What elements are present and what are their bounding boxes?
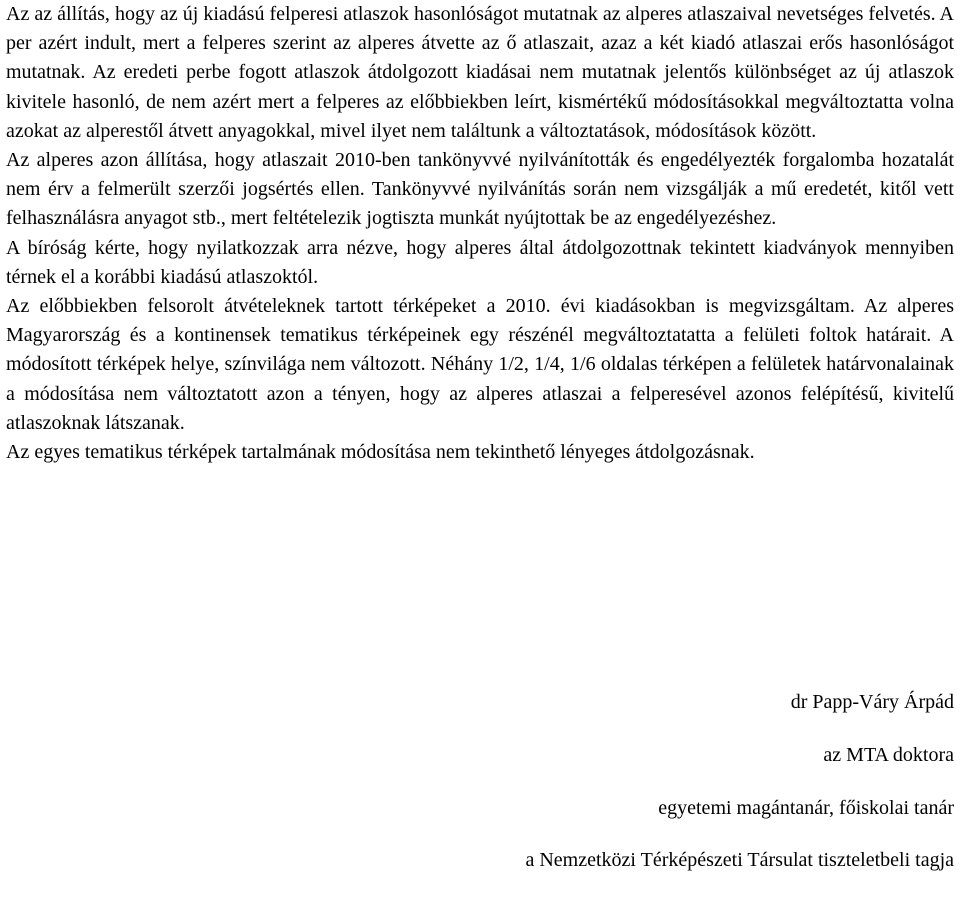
signature-block <box>254 688 954 899</box>
signature-title-society: a Nemzetközi Térképészeti Társulat tiszteletbeli tagja <box>525 849 954 872</box>
paragraph-1: Az az állítás, hogy az új kiadású felperesi atlaszok hasonlóságot mutatnak az alperes atlaszaival nevetséges felvetés. A per azért indult, mert a felperes szerint az alperes átvette az ő atlaszait, azaz a két kiadó atlaszai erős hasonlóságot mutatnak. Az eredeti perbe fogott atlaszok átdolgozott kiadásai nem mutatnak jelentős különbséget az új atlaszok kivitele hasonló, de nem azért mert a felperes az előbbiekben leírt, kismértékű módosításokkal megváltoztatta volna azokat az alperestől átvett anyagokkal, mivel ilyet nem találtunk a változtatások, módosítások között. <box>6 3 954 142</box>
paragraph-4: Az előbbiekben felsorolt átvételeknek tartott térképeket a 2010. évi kiadásokban is megvizsgáltam. Az alperes Magyarország és a kontinensek tematikus térképeinek egy részénél megváltoztatatta a felületi foltok határait. A módosított térképek helye, színvilága nem változott. Néhány 1/2, 1/4, 1/6 oldalas térképen a felületek határvonalainak a módosítása nem változtatott azon a tényen, hogy az alperes atlaszai a felperesével azonos felépítésű, kivitelű atlaszoknak látszanak. <box>6 295 954 434</box>
signature-name: dr Papp-Váry Árpád <box>790 691 954 713</box>
signature-title-professor: egyetemi magántanár, főiskolai tanár <box>658 796 954 819</box>
paragraph-2: Az alperes azon állítása, hogy atlaszait 2010-ben tankönyvvé nyilvánították és engedélyezték forgalomba hozatalát nem érv a felmerült szerzői jogsértés ellen. Tankönyvvé nyilvánítás során nem vizsgálják a mű eredetét, kitől vett felhasználásra anyagot stb., mert feltételezik jogtiszta munkát nyújtottak be az engedélyezéshez. <box>6 149 954 230</box>
document-body <box>6 0 954 467</box>
paragraph-5: Az egyes tematikus térképek tartalmának módosítása nem tekinthető lényeges átdolgozásnak. <box>6 441 755 464</box>
paragraph-3: A bíróság kérte, hogy nyilatkozzak arra nézve, hogy alperes által átdolgozottnak tekintett kiadványok mennyiben térnek el a korábbi kiadású atlaszoktól. <box>6 236 954 288</box>
signature-title-academic: az MTA doktora <box>823 743 954 766</box>
